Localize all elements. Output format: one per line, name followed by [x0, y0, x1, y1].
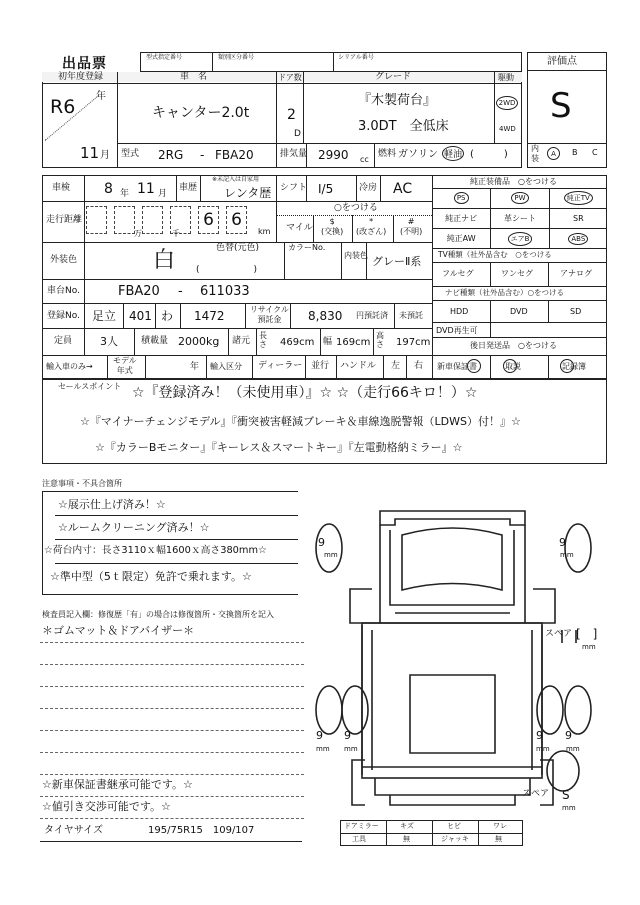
door-count: 2 [287, 107, 296, 123]
inspector-lines [40, 620, 302, 820]
grade-label: グレード [375, 72, 412, 82]
registration-kana: わ [161, 309, 174, 323]
tread-rear-right-outer-unit: mm [566, 745, 580, 753]
tv-title: TV種類（社外品含む ○をつける [438, 250, 552, 259]
inspector-label: 検査員記入欄：修復歴「有」の場合は修復箇所・交換箇所を記入 [42, 610, 274, 619]
import-label: 輸入車のみ→ [46, 362, 93, 371]
mileage-sen: 千 [172, 229, 180, 238]
navi-hdd: HDD [450, 307, 469, 316]
first-reg-month-unit: 月 [100, 150, 110, 161]
doc-record: 記録簿 [562, 362, 586, 371]
history-label: 車歴 [179, 183, 198, 193]
tread-rear-left-inner-unit: mm [344, 745, 358, 753]
width-label: 幅 [323, 337, 333, 347]
displacement-label: 排気量 [280, 149, 308, 159]
tread-rear-left-outer-unit: mm [316, 745, 330, 753]
legend-tools-value: 無 [403, 835, 410, 843]
tread-front-left: 9 [318, 536, 325, 549]
equipment-item: PW [490, 188, 548, 208]
mileage-opt-unknown: # (不明) [400, 217, 423, 236]
rating-title: 評価点 [547, 56, 577, 67]
height-value: 197cm [396, 337, 431, 348]
sales-points-label: セールスポイント [58, 382, 122, 391]
equipment-item: PS [432, 188, 490, 208]
odometer-digit [142, 206, 163, 234]
inspector-line [40, 642, 304, 665]
tread-front-right-unit: mm [560, 551, 574, 559]
import-dealer: ディーラー [258, 361, 303, 371]
interior-grade-b: B [572, 148, 578, 157]
spare-front-unit: mm [582, 643, 596, 651]
registration-label: 登録No. [47, 311, 80, 321]
load-capacity: 2000kg [178, 335, 220, 348]
shift-value: I/5 [318, 182, 334, 196]
dims-label: 諸元 [232, 336, 251, 346]
inspection-label: 車検 [52, 183, 71, 193]
legend-scratch: キズ [400, 822, 414, 830]
mileage-unit: km [258, 227, 271, 236]
class-code-label: 類別区分番号 [218, 54, 255, 61]
equipment-item: ABS [549, 228, 607, 248]
equipment-item: SR [549, 208, 607, 228]
inspector-line [40, 686, 304, 709]
inspector-line [40, 730, 304, 753]
registration-number: 1472 [194, 309, 225, 323]
note-4: ☆準中型（5ｔ限定）免許で乗れます。☆ [50, 570, 252, 583]
equipment-grid [432, 188, 607, 248]
tread-rear-left-inner: 9 [344, 729, 351, 742]
model-label: 型式 [121, 149, 140, 159]
ac-value: AC [393, 181, 413, 197]
recycle-label: リサイクル 預託金 [250, 305, 289, 324]
equipment-item: 純正AW [432, 228, 490, 248]
equipment-title: 純正装備品 ○をつける [470, 177, 557, 186]
first-reg-era: R6 [50, 96, 76, 118]
recycle-amount: 8,830 [308, 309, 343, 323]
mileage-opt-altered: * (改ざん) [356, 217, 387, 236]
inspector-line: ☆新車保証書継承可能です。☆ [40, 774, 304, 797]
inspector-line: ＊ゴムマット＆ドアバイザー＊ [40, 620, 304, 643]
tire-size-label: タイヤサイズ [44, 825, 103, 836]
model-year-unit: 年 [190, 362, 200, 372]
chassis-dash: - [178, 284, 183, 299]
fuel-label: 燃料 [378, 149, 397, 159]
note-3: ☆荷台内寸：長さ3110ｘ幅1600ｘ高さ380mm☆ [44, 545, 267, 556]
grade-line2: 3.0DT 全低床 [358, 119, 449, 134]
drive-4wd: 4WD [499, 125, 516, 133]
sales-point-3: ☆『カラーBモニター』『キーレス＆スマートキー』『左電動格納ミラー』☆ [95, 441, 463, 454]
import-type-label: 輸入区分 [210, 362, 242, 371]
repaint-original: ( ) [196, 265, 258, 275]
doors-label: ドア数 [278, 73, 302, 82]
doc-warranty-circle [467, 359, 481, 373]
mileage-circle-note: ○をつける [334, 203, 378, 213]
name-label: 車 名 [180, 72, 208, 82]
tv-fullseg: フルセグ [442, 269, 474, 278]
interior-color: グレーⅡ系 [372, 255, 422, 268]
mileage-opt-exchange: $ (交換) [321, 217, 344, 236]
model-code-label: 型式指定番号 [146, 54, 183, 61]
tread-rear-right-outer: 9 [565, 729, 572, 742]
first-reg-label: 初年度登録 [58, 72, 104, 82]
width-value: 169cm [336, 337, 371, 348]
odometer-digit [86, 206, 107, 234]
spare-front-label: スペア [545, 629, 573, 639]
fuel-diesel: 軽油 [442, 146, 464, 161]
mileage-man: 万 [134, 229, 142, 238]
inspection-year: 8 [104, 181, 113, 197]
tv-analog: アナログ [560, 269, 592, 278]
ac-label: 冷房 [359, 183, 378, 193]
import-parallel: 並行 [311, 361, 330, 371]
model-dash: - [200, 148, 205, 162]
tread-front-right: 9 [559, 536, 566, 549]
tread-rear-right-inner: 9 [536, 729, 543, 742]
capacity-label: 定員 [54, 336, 73, 346]
model-year-label: モデル 年式 [113, 356, 137, 375]
drive-2wd: 2WD [496, 96, 518, 110]
inspection-month-unit: 月 [158, 189, 168, 199]
exterior-color: 白 [153, 248, 176, 273]
note-1: ☆展示仕上げ済み！☆ [58, 498, 166, 511]
displacement: 2990 [318, 148, 349, 162]
registration-area: 足立 [92, 309, 117, 323]
equipment-item: 純正ナビ [432, 208, 490, 228]
navi-title: ナビ種類（社外品含む）○をつける [445, 288, 565, 297]
serial-label: シリアル番号 [338, 54, 374, 61]
shift-label: シフト [280, 183, 308, 193]
recycle-status: 未預託 [399, 311, 423, 320]
odometer-digit: 6 [226, 206, 247, 234]
history-note: ※未記入は自家用 [212, 176, 260, 183]
fuel-value: ガソリン [398, 149, 438, 160]
odometer-digit: 6 [198, 206, 219, 234]
equipment-item: 革シート [490, 208, 548, 228]
legend-crack: ヒビ [447, 822, 461, 830]
interior-color-label: 内装色 [344, 251, 368, 260]
displacement-unit: cc [360, 155, 369, 164]
docs-title: 後日発送品 ○をつける [470, 341, 557, 350]
notes-label: 注意事項・不具合箇所 [42, 479, 122, 488]
spare-front-bracket: [ ] [576, 627, 598, 641]
interior-grade-a: A [547, 147, 560, 160]
chassis-number: 611033 [200, 284, 250, 299]
vehicle-history: レンタ歴 [224, 186, 272, 200]
inspector-line [40, 752, 304, 775]
spare-rear-value: S [562, 788, 570, 802]
sales-point-1: ☆『登録済み！（未使用車）』☆ ☆（走行66キロ！）☆ [132, 385, 478, 401]
fuel-other: ( ) [470, 149, 508, 160]
first-reg-month: 11 [80, 144, 100, 162]
doc-record-circle [560, 359, 574, 373]
inspection-year-unit: 年 [120, 189, 130, 199]
length-value: 469cm [280, 337, 315, 348]
color-no-label: カラーNo. [288, 243, 326, 252]
handle-right: 右 [414, 361, 424, 371]
equipment-item: 純正TV [549, 188, 607, 208]
code-header-box [140, 52, 522, 72]
grade-line1: 『木製荷台』 [358, 93, 437, 108]
note-2: ☆ルームクリーニング済み！☆ [58, 521, 210, 534]
door-type: D [294, 129, 301, 139]
load-label: 積載量 [141, 336, 169, 346]
inspection-month: 11 [137, 181, 155, 197]
inspector-line [40, 664, 304, 687]
model-prefix: 2RG [158, 148, 184, 162]
odometer-digits [86, 206, 256, 236]
equipment-item: エアB [490, 228, 548, 248]
model-code: FBA20 [215, 148, 254, 162]
height-label: 高さ [376, 331, 384, 349]
tv-oneseg: ワンセグ [501, 269, 533, 278]
handle-label: ハンドル [340, 361, 377, 371]
rating-value: S [550, 86, 572, 126]
repaint-label: 色替(元色) [216, 243, 260, 253]
tread-front-left-unit: mm [324, 551, 338, 559]
handle-left: 左 [391, 361, 401, 371]
interior-label: 内装 [531, 144, 539, 163]
chassis-prefix: FBA20 [118, 284, 160, 299]
color-label: 外装色 [50, 255, 78, 265]
legend-jack-value: 無 [495, 835, 502, 843]
spare-rear-unit: mm [562, 804, 576, 812]
recycle-unit: 円預託済 [356, 311, 388, 320]
doc-manual: 取説 [505, 362, 521, 371]
inspector-line [40, 708, 304, 731]
interior-grade-c: C [592, 148, 598, 157]
spare-rear-label: スペア [522, 789, 550, 799]
doc-manual-circle [503, 359, 517, 373]
tread-rear-right-inner-unit: mm [536, 745, 550, 753]
capacity-persons: 3人 [100, 335, 118, 348]
legend-break: ワレ [493, 822, 507, 830]
length-label: 長さ [259, 331, 267, 349]
vehicle-name: キャンター2.0t [152, 105, 250, 121]
mileage-label: 走行距離 [46, 215, 83, 225]
mileage-opt-mile: マイル [286, 223, 313, 233]
sheet-title: 出品票 [62, 56, 107, 72]
registration-class: 401 [129, 309, 152, 323]
tire-size: 195/75R15 109/107 [148, 825, 255, 836]
legend-door-mirror: ドアミラー [344, 822, 379, 830]
navi-dvd: DVD [510, 307, 528, 316]
legend-tools: 工具 [352, 835, 366, 843]
legend-jack: ジャッキ [441, 835, 469, 843]
dvd-playback: DVD再生可 [436, 326, 478, 335]
navi-sd: SD [570, 307, 582, 316]
inspector-line: ☆値引き交渉可能です。☆ [40, 796, 304, 819]
sales-point-2: ☆『マイナーチェンジモデル』『衝突被害軽減ブレーキ＆車線逸脱警報（LDWS）付！』☆ [80, 415, 521, 428]
doc-warranty: 新車保証書 [437, 362, 477, 371]
drive-label: 駆動 [498, 73, 514, 82]
odometer-digit [114, 206, 135, 234]
chassis-label: 車台No. [47, 286, 80, 296]
tread-rear-left-outer: 9 [316, 729, 323, 742]
first-reg-year-unit: 年 [96, 91, 106, 102]
